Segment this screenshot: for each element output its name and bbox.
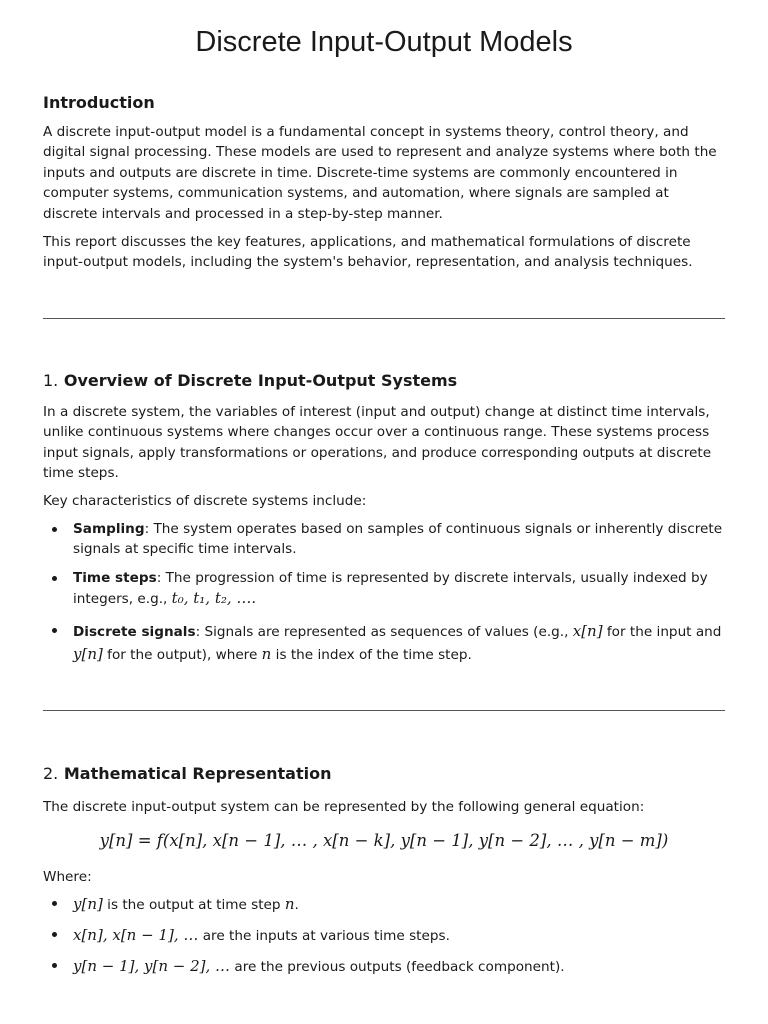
section1-title: Overview of Discrete Input-Output Systems bbox=[63, 370, 458, 390]
list-item bbox=[43, 924, 725, 947]
divider-2 bbox=[43, 710, 725, 711]
list-item bbox=[43, 568, 725, 610]
list-item bbox=[43, 519, 725, 560]
section1-heading bbox=[43, 370, 725, 392]
intro-paragraph-2: This report discusses the key features, applications, and mathematical formulations of discrete input-output models, including the system's behavior, representation, and analysis techniques. bbox=[43, 234, 693, 271]
bullet-term: Sampling bbox=[73, 520, 145, 537]
bullet-text: : The progression of time is represented by discrete intervals, usually indexed by integers, e.g., bbox=[73, 569, 708, 608]
bullet-text: is the output at time step bbox=[102, 897, 285, 914]
section2-bullet-list bbox=[43, 893, 725, 978]
bullet-text: . bbox=[294, 897, 299, 914]
section2-title: Mathematical Representation bbox=[63, 763, 332, 783]
section2-number: 2. bbox=[43, 763, 59, 783]
bullet-text: are the previous outputs (feedback component). bbox=[230, 959, 565, 976]
bullet-term: Discrete signals bbox=[73, 623, 196, 640]
bullet-text: : The system operates based on samples of continuous signals or inherently discrete signals at specific time intervals. bbox=[73, 520, 723, 558]
bullet-math: y[n − 1], y[n − 2], … bbox=[73, 957, 231, 976]
equation-text: y[n] = f(x[n], x[n − 1], … , x[n − k], y[n − 1], y[n − 2], … , y[n − m]) bbox=[99, 830, 669, 850]
list-item bbox=[43, 955, 725, 978]
section2-heading bbox=[43, 763, 725, 785]
section2-paragraph-1: The discrete input-output system can be represented by the following general equation: bbox=[43, 798, 645, 815]
section1-bullet-list bbox=[43, 519, 725, 666]
bullet-math: n bbox=[284, 895, 295, 914]
bullet-term: Time steps bbox=[73, 569, 157, 586]
bullet-math: x[n], x[n − 1], … bbox=[73, 926, 199, 945]
intro-heading: Introduction bbox=[43, 93, 155, 112]
bullet-text: : Signals are represented as sequences of values (e.g., bbox=[195, 623, 573, 640]
page-title: Discrete Input-Output Models bbox=[195, 26, 573, 58]
general-equation bbox=[43, 829, 725, 853]
list-item bbox=[43, 620, 725, 666]
bullet-text: for the output), where bbox=[102, 646, 262, 663]
bullet-text: are the inputs at various time steps. bbox=[198, 928, 450, 945]
where-label: Where: bbox=[43, 868, 92, 885]
bullet-math: t₀, t₁, t₂, …. bbox=[171, 589, 257, 608]
section1-number: 1. bbox=[43, 370, 59, 390]
bullet-text: for the input and bbox=[602, 623, 722, 640]
bullet-math: n bbox=[261, 644, 272, 663]
section1-paragraph-2: Key characteristics of discrete systems include: bbox=[43, 493, 367, 510]
list-item bbox=[43, 893, 725, 916]
divider-1 bbox=[43, 318, 725, 319]
section1-paragraph-1: In a discrete system, the variables of interest (input and output) change at distinct time intervals, unlike continuous systems where changes occur over a continuous range. These systems process input signals, apply transformations or operations, and produce corresponding outputs at discrete time steps. bbox=[43, 403, 712, 482]
bullet-text: is the index of the time step. bbox=[271, 646, 472, 663]
bullet-math: y[n] bbox=[73, 644, 103, 663]
bullet-math: x[n] bbox=[572, 621, 603, 640]
bullet-math: y[n] bbox=[73, 895, 103, 914]
intro-paragraph-1: A discrete input-output model is a fundamental concept in systems theory, control theory, and digital signal processing. These models are used to represent and analyze systems where both the inputs and outputs are discrete in time. Discrete-time systems are commonly encountered in computer systems, communication systems, and automation, where signals are sampled at discrete intervals and processed in a step-by-step manner. bbox=[43, 124, 717, 222]
